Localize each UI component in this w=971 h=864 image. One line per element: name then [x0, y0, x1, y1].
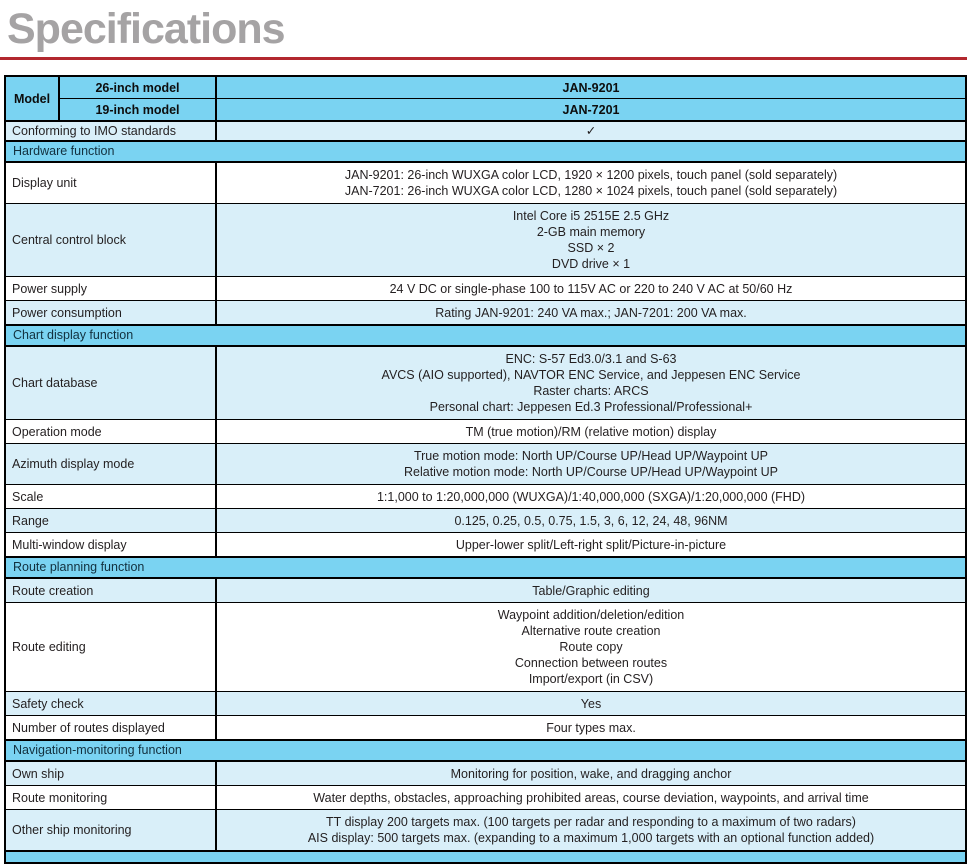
spec-label-cell: Number of routes displayed: [5, 716, 216, 741]
section-header-row: [5, 141, 966, 162]
spec-row: [5, 301, 966, 326]
spec-value-line: 1:1,000 to 1:20,000,000 (WUXGA)/1:40,000,000 (SXGA)/1:20,000,000 (FHD): [376, 489, 806, 504]
spec-row: [5, 277, 966, 301]
spec-value-line: Connection between routes: [514, 656, 668, 670]
spec-row: [5, 485, 966, 509]
section-header-row: [5, 325, 966, 346]
spec-value-line: Yes: [580, 696, 602, 711]
spec-row: [5, 692, 966, 716]
spec-value-line: JAN-9201: 26-inch WUXGA color LCD, 1920 × 1200 pixels, touch panel (sold separately): [344, 168, 838, 182]
spec-row: [5, 444, 966, 485]
spec-value-line: Personal chart: Jeppesen Ed.3 Professional/Professional+: [429, 400, 753, 414]
spec-value-line: JAN-7201: 26-inch WUXGA color LCD, 1280 × 1024 pixels, touch panel (sold separately): [344, 184, 838, 198]
spec-row: [5, 162, 966, 204]
spec-label-cell: Central control block: [5, 204, 216, 277]
spec-value-line: 0.125, 0.25, 0.5, 0.75, 1.5, 3, 6, 12, 24, 48, 96NM: [454, 513, 728, 528]
spec-label-cell: Own ship: [5, 761, 216, 786]
spec-row: [5, 761, 966, 786]
spec-value-line: TM (true motion)/RM (relative motion) display: [465, 424, 717, 439]
spec-label-cell: Chart database: [5, 346, 216, 420]
spec-value-line: Relative motion mode: North UP/Course UP/Head UP/Waypoint UP: [404, 465, 778, 479]
spec-row: [5, 509, 966, 533]
section-title: Route planning function: [5, 557, 966, 578]
spec-label-cell: Route creation: [5, 578, 216, 603]
spec-label-cell: Other ship monitoring: [5, 810, 216, 852]
model-26-value-cell: JAN-9201: [216, 76, 966, 99]
spec-value-cell: [216, 204, 966, 277]
clipped-section-row: [5, 851, 966, 863]
spec-row: [5, 810, 966, 852]
spec-value-cell: [216, 603, 966, 692]
spec-label-cell: Route monitoring: [5, 786, 216, 810]
spec-value-line: ENC: S-57 Ed3.0/3.1 and S-63: [505, 352, 677, 366]
section-title: Navigation-monitoring function: [5, 740, 966, 761]
spec-row: [5, 204, 966, 277]
spec-value-line: DVD drive × 1: [551, 257, 631, 271]
spec-value-line: Raster charts: ARCS: [533, 384, 649, 398]
spec-value-cell: [216, 716, 966, 741]
spec-label-cell: Power consumption: [5, 301, 216, 326]
section-header-row: [5, 740, 966, 761]
spec-value-cell: [216, 346, 966, 420]
spec-row: [5, 533, 966, 558]
spec-value-line: Route copy: [559, 640, 623, 654]
imo-label-cell: Conforming to IMO standards: [5, 121, 216, 141]
spec-table-body: [5, 76, 966, 863]
spec-value-line: Alternative route creation: [521, 624, 661, 638]
model-header-cell: Model: [5, 76, 59, 121]
section-header-row: [5, 557, 966, 578]
spec-value-cell: [216, 301, 966, 326]
spec-label-cell: Route editing: [5, 603, 216, 692]
spec-row: [5, 578, 966, 603]
spec-row: [5, 346, 966, 420]
spec-value-line: Table/Graphic editing: [532, 583, 650, 598]
spec-value-line: AIS display: 500 targets max. (expanding to a maximum 1,000 targets with an optional function added): [307, 831, 875, 845]
model-19-value-cell: JAN-7201: [216, 99, 966, 122]
spec-label-cell: Safety check: [5, 692, 216, 716]
spec-label-cell: Display unit: [5, 162, 216, 204]
imo-row: [5, 121, 966, 141]
spec-value-line: Four types max.: [546, 720, 636, 735]
spec-value-line: SSD × 2: [567, 241, 615, 255]
spec-value-cell: [216, 533, 966, 558]
spec-value-cell: [216, 420, 966, 444]
spec-value-line: TT display 200 targets max. (100 targets per radar and responding to a maximum of two radars): [326, 815, 856, 829]
spec-row: [5, 603, 966, 692]
spec-value-cell: [216, 485, 966, 509]
spec-table: [4, 75, 967, 864]
spec-value-line: Water depths, obstacles, approaching prohibited areas, course deviation, waypoints, and arrival time: [313, 790, 869, 805]
spec-value-line: Upper-lower split/Left-right split/Picture-in-picture: [455, 537, 727, 552]
spec-value-line: True motion mode: North UP/Course UP/Head UP/Waypoint UP: [413, 449, 769, 463]
spec-value-cell: [216, 509, 966, 533]
spec-value-line: Intel Core i5 2515E 2.5 GHz: [512, 209, 670, 223]
model-header-row-1: [5, 76, 966, 99]
spec-value-cell: [216, 692, 966, 716]
page-title: Specifications: [7, 5, 285, 53]
title-divider: [0, 57, 967, 60]
spec-value-line: AVCS (AIO supported), NAVTOR ENC Service, and Jeppesen ENC Service: [381, 368, 801, 382]
spec-value-cell: [216, 578, 966, 603]
spec-value-line: 24 V DC or single-phase 100 to 115V AC or 220 to 240 V AC at 50/60 Hz: [389, 281, 793, 296]
model-26-label-cell: 26-inch model: [59, 76, 216, 99]
spec-value-line: Waypoint addition/deletion/edition: [497, 608, 685, 622]
spec-label-cell: Range: [5, 509, 216, 533]
imo-check-cell: ✓: [216, 121, 966, 141]
spec-row: [5, 420, 966, 444]
spec-row: [5, 716, 966, 741]
clipped-section-cell: [5, 851, 966, 863]
spec-value-cell: [216, 810, 966, 852]
model-19-label-cell: 19-inch model: [59, 99, 216, 122]
spec-value-line: Monitoring for position, wake, and dragging anchor: [450, 766, 732, 781]
spec-label-cell: Operation mode: [5, 420, 216, 444]
spec-label-cell: Azimuth display mode: [5, 444, 216, 485]
spec-value-line: Import/export (in CSV): [528, 672, 654, 686]
spec-value-line: 2-GB main memory: [536, 225, 646, 239]
spec-value-cell: [216, 162, 966, 204]
model-header-row-2: [5, 99, 966, 122]
spec-label-cell: Scale: [5, 485, 216, 509]
section-title: Hardware function: [5, 141, 966, 162]
spec-value-cell: [216, 786, 966, 810]
spec-label-cell: Power supply: [5, 277, 216, 301]
spec-value-cell: [216, 277, 966, 301]
spec-value-cell: [216, 444, 966, 485]
section-title: Chart display function: [5, 325, 966, 346]
spec-value-line: Rating JAN-9201: 240 VA max.; JAN-7201: 200 VA max.: [435, 305, 747, 320]
spec-row: [5, 786, 966, 810]
spec-value-cell: [216, 761, 966, 786]
spec-label-cell: Multi-window display: [5, 533, 216, 558]
